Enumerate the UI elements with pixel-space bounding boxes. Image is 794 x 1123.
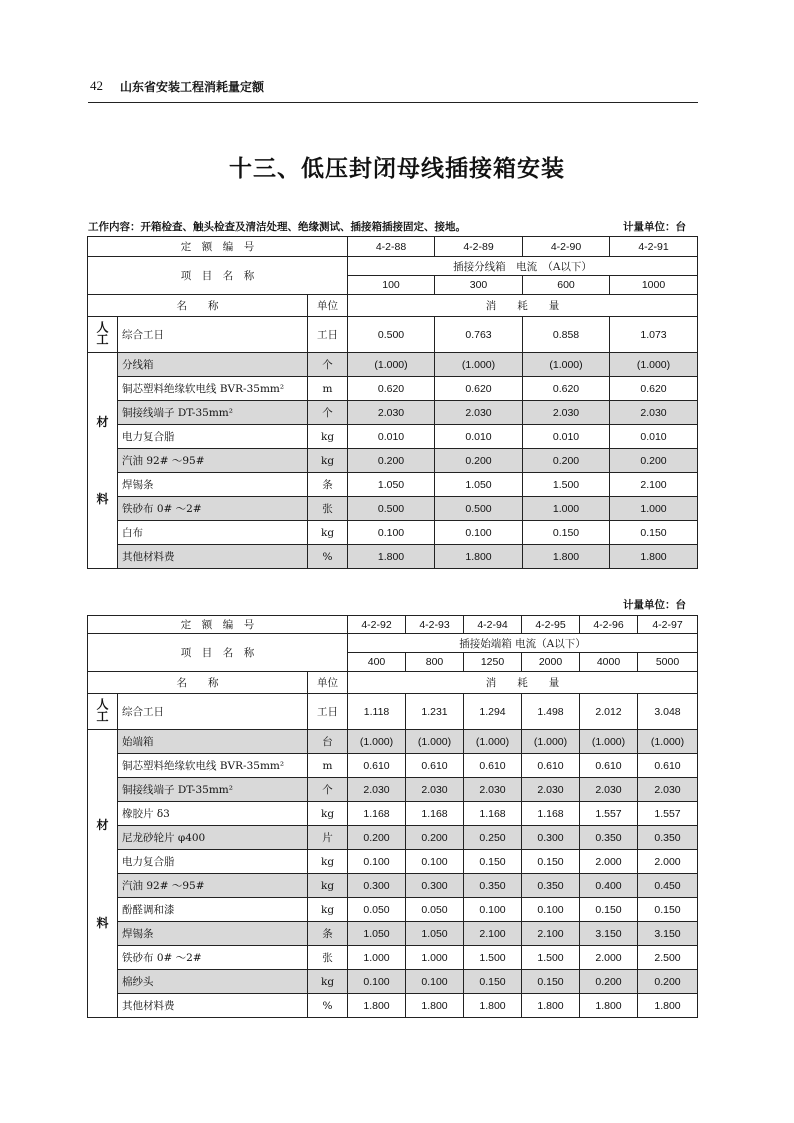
material-unit: 个 (308, 401, 348, 425)
material-category (88, 353, 118, 569)
material-name: 酚醛调和漆 (118, 898, 308, 922)
material-row (88, 994, 698, 1018)
material-name: 橡胶片 δ3 (118, 802, 308, 826)
labor-name: 综合工日 (118, 694, 308, 730)
material-name: 其他材料费 (118, 994, 308, 1018)
table1-meta (88, 219, 698, 235)
material-value: 0.350 (638, 826, 698, 850)
material-value: 0.200 (406, 826, 464, 850)
material-row (88, 922, 698, 946)
material-unit: 片 (308, 826, 348, 850)
material-name: 尼龙砂轮片 φ400 (118, 826, 308, 850)
material-value: 0.610 (348, 754, 406, 778)
material-value: 0.150 (638, 898, 698, 922)
material-value: 0.100 (464, 898, 522, 922)
material-row (88, 401, 698, 425)
material-value: 1.500 (522, 946, 580, 970)
material-value: 0.350 (580, 826, 638, 850)
material-row (88, 497, 698, 521)
material-value: 1.050 (435, 473, 523, 497)
material-unit: kg (308, 521, 348, 545)
table2-meta (88, 597, 698, 613)
material-row (88, 778, 698, 802)
material-row (88, 874, 698, 898)
material-value: 3.150 (580, 922, 638, 946)
param-value: 4000 (580, 653, 638, 672)
material-row (88, 377, 698, 401)
material-rows (88, 730, 698, 1018)
material-value: 2.500 (638, 946, 698, 970)
material-value: 0.620 (435, 377, 523, 401)
material-name: 始端箱 (118, 730, 308, 754)
material-value: 1.500 (464, 946, 522, 970)
material-name: 铁砂布 0# ～2# (118, 946, 308, 970)
table1-unit: 计量单位：台 (623, 221, 686, 233)
material-value: (1.000) (580, 730, 638, 754)
material-name: 汽油 92# ～95# (118, 449, 308, 473)
material-row (88, 754, 698, 778)
material-row (88, 898, 698, 922)
material-row (88, 730, 698, 754)
material-value: (1.000) (523, 353, 610, 377)
material-value: 2.030 (435, 401, 523, 425)
material-value: 0.100 (435, 521, 523, 545)
book-title: 山东省安装工程消耗量定额 (120, 80, 265, 94)
material-value: 1.000 (523, 497, 610, 521)
material-value: 1.800 (580, 994, 638, 1018)
material-value: 1.800 (435, 545, 523, 569)
material-value: 1.800 (348, 545, 435, 569)
material-value: 0.200 (348, 449, 435, 473)
param-value: 1000 (610, 276, 698, 295)
material-value: 1.800 (406, 994, 464, 1018)
material-row (88, 946, 698, 970)
material-value: 1.557 (638, 802, 698, 826)
material-value: 2.030 (610, 401, 698, 425)
material-value: 1.168 (348, 802, 406, 826)
labor-category: 人工 (88, 694, 118, 730)
material-value: 1.800 (523, 545, 610, 569)
material-name: 焊锡条 (118, 922, 308, 946)
material-unit: kg (308, 898, 348, 922)
material-value: 1.500 (523, 473, 610, 497)
material-row (88, 449, 698, 473)
material-unit: kg (308, 970, 348, 994)
item-label: 项 目 名 称 (88, 257, 348, 295)
param-value: 100 (348, 276, 435, 295)
material-value: 0.250 (464, 826, 522, 850)
quota-code: 4-2-89 (435, 237, 523, 257)
code-label: 定 额 编 号 (88, 616, 348, 634)
labor-name: 综合工日 (118, 317, 308, 353)
material-value: 0.050 (348, 898, 406, 922)
material-unit: m (308, 377, 348, 401)
material-row (88, 826, 698, 850)
material-value: 0.150 (610, 521, 698, 545)
material-value: 0.450 (638, 874, 698, 898)
material-category-char: 料 (96, 915, 109, 930)
material-value: 0.150 (464, 970, 522, 994)
quota-table-2 (87, 615, 698, 1018)
labor-value: 2.012 (580, 694, 638, 730)
material-value: 1.800 (348, 994, 406, 1018)
param-value: 400 (348, 653, 406, 672)
material-category-char: 料 (96, 492, 109, 506)
labor-value: 1.073 (610, 317, 698, 353)
labor-value: 1.498 (522, 694, 580, 730)
material-value: (1.000) (348, 353, 435, 377)
material-value: 0.150 (523, 521, 610, 545)
material-value: 0.200 (523, 449, 610, 473)
quota-code: 4-2-92 (348, 616, 406, 634)
material-row (88, 473, 698, 497)
material-row (88, 970, 698, 994)
page-number: 42 (90, 78, 103, 93)
material-value: 1.050 (348, 473, 435, 497)
material-value: 1.000 (610, 497, 698, 521)
labor-value: 1.294 (464, 694, 522, 730)
material-value: (1.000) (348, 730, 406, 754)
material-value: 2.030 (348, 401, 435, 425)
labor-value: 0.858 (523, 317, 610, 353)
labor-value: 0.500 (348, 317, 435, 353)
material-value: 2.030 (638, 778, 698, 802)
material-unit: kg (308, 874, 348, 898)
material-unit: 个 (308, 778, 348, 802)
material-value: 1.050 (406, 922, 464, 946)
material-value: 0.610 (522, 754, 580, 778)
material-value: 0.610 (406, 754, 464, 778)
material-value: 0.100 (348, 850, 406, 874)
material-unit: kg (308, 425, 348, 449)
material-value: 0.010 (348, 425, 435, 449)
page-header (88, 74, 698, 103)
material-value: 2.100 (522, 922, 580, 946)
material-unit: kg (308, 449, 348, 473)
material-name: 铁砂布 0# ～2# (118, 497, 308, 521)
labor-value: 1.118 (348, 694, 406, 730)
material-value: 1.000 (406, 946, 464, 970)
labor-value: 1.231 (406, 694, 464, 730)
material-value: 2.030 (348, 778, 406, 802)
material-unit: 张 (308, 497, 348, 521)
param-value: 800 (406, 653, 464, 672)
material-value: 0.100 (522, 898, 580, 922)
quota-code: 4-2-91 (610, 237, 698, 257)
material-row (88, 545, 698, 569)
material-value: 0.500 (435, 497, 523, 521)
material-value: 0.610 (580, 754, 638, 778)
material-name: 铜接线端子 DT-35mm² (118, 778, 308, 802)
material-name: 焊锡条 (118, 473, 308, 497)
material-name: 电力复合脂 (118, 425, 308, 449)
material-value: 0.610 (638, 754, 698, 778)
material-name: 铜接线端子 DT-35mm² (118, 401, 308, 425)
material-value: 1.800 (610, 545, 698, 569)
quota-code: 4-2-90 (523, 237, 610, 257)
material-value: 2.030 (580, 778, 638, 802)
material-value: (1.000) (435, 353, 523, 377)
material-value: 0.150 (580, 898, 638, 922)
material-value: 0.200 (580, 970, 638, 994)
material-value: 2.030 (464, 778, 522, 802)
material-value: 1.800 (638, 994, 698, 1018)
material-category-char: 材 (96, 415, 109, 429)
material-value: 1.168 (464, 802, 522, 826)
labor-category: 人工 (88, 317, 118, 353)
item-label: 项 目 名 称 (88, 634, 348, 672)
material-value: 0.350 (522, 874, 580, 898)
material-row (88, 353, 698, 377)
material-value: 1.800 (464, 994, 522, 1018)
material-value: 2.100 (464, 922, 522, 946)
code-label: 定 额 编 号 (88, 237, 348, 257)
material-unit: % (308, 994, 348, 1018)
group-label: 插接始端箱 电流（A以下） (348, 634, 698, 653)
material-name: 分线箱 (118, 353, 308, 377)
material-value: 2.030 (523, 401, 610, 425)
material-value: 0.150 (464, 850, 522, 874)
labor-unit: 工日 (308, 694, 348, 730)
material-value: 0.100 (348, 970, 406, 994)
param-value: 300 (435, 276, 523, 295)
material-value: 0.200 (638, 970, 698, 994)
labor-unit: 工日 (308, 317, 348, 353)
material-value: (1.000) (610, 353, 698, 377)
material-value: 0.100 (348, 521, 435, 545)
material-rows (88, 353, 698, 569)
material-unit: kg (308, 850, 348, 874)
material-row (88, 425, 698, 449)
material-value: 1.168 (406, 802, 464, 826)
material-value: 0.200 (348, 826, 406, 850)
param-value: 5000 (638, 653, 698, 672)
material-value: (1.000) (522, 730, 580, 754)
section-title: 十三、低压封闭母线插接箱安装 (229, 155, 565, 182)
material-name: 电力复合脂 (118, 850, 308, 874)
group-label: 插接分线箱 电流 （A以下） (348, 257, 698, 276)
material-value: (1.000) (638, 730, 698, 754)
material-value: 0.200 (610, 449, 698, 473)
consumption-header: 消 耗 量 (348, 672, 698, 694)
quota-code: 4-2-93 (406, 616, 464, 634)
material-value: 0.300 (522, 826, 580, 850)
param-value: 2000 (522, 653, 580, 672)
material-value: 0.010 (435, 425, 523, 449)
quota-code: 4-2-94 (464, 616, 522, 634)
material-value: 1.168 (522, 802, 580, 826)
material-value: 0.010 (523, 425, 610, 449)
material-value: 0.050 (406, 898, 464, 922)
material-category-char: 材 (96, 817, 109, 832)
material-name: 棉纱头 (118, 970, 308, 994)
material-value: 0.500 (348, 497, 435, 521)
material-row (88, 850, 698, 874)
material-unit: 台 (308, 730, 348, 754)
work-content: 工作内容：开箱检查、触头检查及清洁处理、绝缘测试、插接箱插接固定、接地。 (88, 221, 466, 233)
material-value: (1.000) (464, 730, 522, 754)
material-name: 汽油 92# ～95# (118, 874, 308, 898)
material-value: 3.150 (638, 922, 698, 946)
material-value: 0.150 (522, 970, 580, 994)
material-value: (1.000) (406, 730, 464, 754)
material-category (88, 730, 118, 1018)
material-value: 0.620 (348, 377, 435, 401)
material-value: 2.030 (406, 778, 464, 802)
quota-code: 4-2-95 (522, 616, 580, 634)
material-value: 0.100 (406, 850, 464, 874)
material-value: 1.050 (348, 922, 406, 946)
material-unit: 个 (308, 353, 348, 377)
material-value: 0.150 (522, 850, 580, 874)
material-value: 2.100 (610, 473, 698, 497)
material-value: 0.620 (610, 377, 698, 401)
material-row (88, 802, 698, 826)
material-value: 0.350 (464, 874, 522, 898)
material-value: 0.300 (348, 874, 406, 898)
unit-header: 单位 (308, 672, 348, 694)
name-header: 名 称 (88, 295, 308, 317)
material-value: 2.030 (522, 778, 580, 802)
material-unit: m (308, 754, 348, 778)
unit-header: 单位 (308, 295, 348, 317)
material-value: 0.300 (406, 874, 464, 898)
quota-code: 4-2-97 (638, 616, 698, 634)
table2-unit: 计量单位：台 (623, 599, 686, 611)
material-value: 1.557 (580, 802, 638, 826)
material-value: 2.000 (638, 850, 698, 874)
material-value: 1.000 (348, 946, 406, 970)
material-value: 0.100 (406, 970, 464, 994)
material-value: 2.000 (580, 946, 638, 970)
material-unit: 条 (308, 922, 348, 946)
material-value: 0.610 (464, 754, 522, 778)
material-name: 铜芯塑料绝缘软电线 BVR-35mm² (118, 377, 308, 401)
quota-code: 4-2-96 (580, 616, 638, 634)
material-row (88, 521, 698, 545)
material-value: 1.800 (522, 994, 580, 1018)
material-unit: % (308, 545, 348, 569)
name-header: 名 称 (88, 672, 308, 694)
param-value: 1250 (464, 653, 522, 672)
material-value: 0.400 (580, 874, 638, 898)
quota-table-1 (87, 236, 698, 569)
material-name: 铜芯塑料绝缘软电线 BVR-35mm² (118, 754, 308, 778)
material-value: 0.620 (523, 377, 610, 401)
material-unit: 条 (308, 473, 348, 497)
material-name: 其他材料费 (118, 545, 308, 569)
material-value: 2.000 (580, 850, 638, 874)
material-name: 白布 (118, 521, 308, 545)
consumption-header: 消 耗 量 (348, 295, 698, 317)
param-value: 600 (523, 276, 610, 295)
labor-value: 0.763 (435, 317, 523, 353)
material-value: 0.200 (435, 449, 523, 473)
quota-code: 4-2-88 (348, 237, 435, 257)
material-unit: 张 (308, 946, 348, 970)
material-value: 0.010 (610, 425, 698, 449)
labor-value: 3.048 (638, 694, 698, 730)
material-unit: kg (308, 802, 348, 826)
